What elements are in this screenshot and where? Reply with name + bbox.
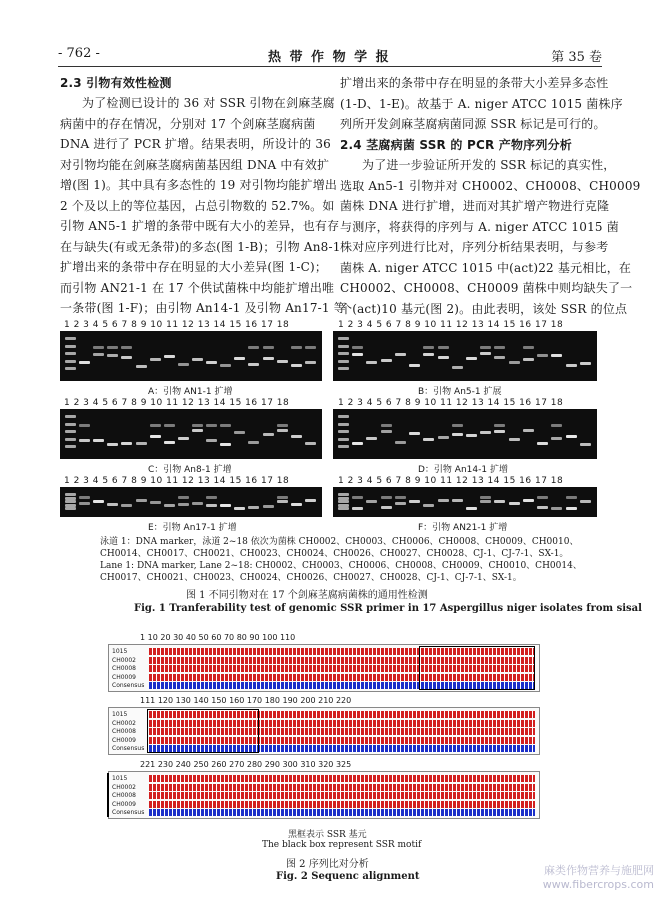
pcr-band [277, 500, 288, 503]
pcr-band [551, 424, 562, 427]
sequence-name: CH0009 [112, 673, 136, 681]
ssr-motif-box [147, 709, 259, 753]
pcr-band [438, 499, 449, 502]
pcr-band [164, 441, 175, 444]
text-line: 扩增出来的条带中存在明显的条带大小差异多态性 [340, 76, 609, 90]
pcr-band [150, 358, 161, 361]
pcr-band [164, 424, 175, 427]
pcr-band [480, 346, 491, 349]
marker-band [338, 430, 349, 433]
sequence-row [149, 809, 535, 816]
pcr-band [395, 441, 406, 444]
pcr-band [480, 431, 491, 434]
pcr-band [537, 506, 548, 509]
pcr-band [277, 360, 288, 363]
journal-title: 热 带 作 物 学 报 [268, 50, 391, 65]
alignment-block-3 [108, 771, 540, 819]
pcr-band [206, 439, 217, 442]
marker-band [65, 423, 76, 426]
pcr-band [234, 357, 245, 360]
text-line: 在与缺失(有或无条带)的多态(图 1-B)；引物 An8-1 [60, 239, 341, 254]
pcr-band [366, 437, 377, 440]
text-line: 扩增出来的条带中存在明显的大小差异(图 1-C)； [60, 260, 328, 274]
pcr-band [494, 424, 505, 427]
pcr-band [381, 424, 392, 427]
marker-band [65, 507, 76, 510]
pcr-band [381, 430, 392, 433]
pcr-band [566, 364, 577, 367]
pcr-band [107, 346, 118, 349]
pcr-band [452, 366, 463, 369]
sequence-name: 1015 [112, 775, 128, 782]
pcr-band [291, 346, 302, 349]
text-line: 为了进一步验证所开发的 SSR 标记的真实性， [362, 158, 616, 172]
pcr-band [352, 496, 363, 499]
pcr-band [277, 424, 288, 427]
marker-band [65, 504, 76, 507]
alignment-block-1 [108, 644, 540, 692]
pcr-band [192, 358, 203, 361]
pcr-band [79, 439, 90, 442]
marker-band [65, 430, 76, 433]
pcr-band [480, 500, 491, 503]
pcr-band [352, 346, 363, 349]
section-heading-2-3: 2.3 引物有效性检测 [60, 76, 172, 90]
pcr-band [121, 346, 132, 349]
pcr-band [206, 424, 217, 427]
text-line: 2 个及以上的等位基因，占总引物数的 52.7%。如 [60, 198, 335, 213]
fig1-legend-en-cont: CH0017、CH0021、CH0023、CH0024、CH0026、CH0027、CH0028、CJ-1、CJ-7-1、SX-1。 [100, 573, 522, 583]
gel-caption-c: C：引物 An8-1 扩增 [148, 465, 232, 475]
pcr-band [192, 502, 203, 505]
lane-numbers: 1 2 3 4 5 6 7 8 9 10 11 12 13 14 15 16 17 18 [64, 476, 290, 486]
text-line: 增(图 1)。其中具有多态性的 19 对引物均能扩增出 [60, 178, 338, 192]
pcr-band [509, 361, 520, 364]
marker-band [338, 500, 349, 503]
pcr-band [423, 438, 434, 441]
pcr-band [121, 356, 132, 359]
lane-numbers: 1 2 3 4 5 6 7 8 9 10 11 12 13 14 15 16 17 18 [338, 320, 564, 330]
text-line: 列所开发剑麻茎腐病菌同源 SSR 标记是可行的。 [340, 117, 606, 131]
marker-band [338, 415, 349, 418]
pcr-band [93, 439, 104, 442]
sequence-name: Consensus [112, 745, 145, 752]
pcr-band [93, 346, 104, 349]
pcr-band [366, 500, 377, 503]
watermark [543, 864, 654, 892]
pcr-band [509, 438, 520, 441]
gel-panel-e [60, 487, 322, 517]
pcr-band [263, 433, 274, 436]
pcr-band [466, 434, 477, 437]
marker-band [338, 360, 349, 363]
pcr-band [523, 358, 534, 361]
pcr-band [409, 432, 420, 435]
pcr-band [381, 359, 392, 362]
sequence-row [149, 792, 535, 799]
pcr-band [305, 499, 316, 502]
pcr-band [220, 364, 231, 367]
pcr-band [566, 496, 577, 499]
text-line: DNA 进行了 PCR 扩增。结果表明，所设计的 36 [60, 137, 332, 151]
pcr-band [438, 436, 449, 439]
pcr-band [523, 499, 534, 502]
pcr-band [466, 507, 477, 510]
marker-band [338, 423, 349, 426]
marker-band [338, 367, 349, 370]
sequence-name: CH0009 [112, 736, 136, 744]
marker-band [65, 360, 76, 363]
text-line: 引物 AN5-1 扩增的条带中既有大小的差异，也有存 [60, 219, 340, 233]
pcr-band [206, 504, 217, 507]
volume-label: 第 35 卷 [551, 50, 602, 65]
pcr-band [263, 346, 274, 349]
marker-band [65, 445, 76, 448]
gel-panel-f [333, 487, 597, 517]
fig1-legend-en: Lane 1: DNA marker, Lane 2~18: CH0002、CH0003、CH0006、CH0008、CH0009、CH0010、CH0014、 [100, 561, 582, 571]
pcr-band [220, 424, 231, 427]
pcr-band [192, 429, 203, 432]
pcr-band [79, 496, 90, 499]
text-line: 株对应序列进行比对，序列分析结果表明，与参考 [340, 240, 609, 254]
pcr-band [423, 504, 434, 507]
text-line: 菌株 A. niger ATCC 1015 中(act)22 基元相比，在 [340, 260, 632, 275]
ssr-motif-box [419, 646, 535, 690]
watermark-line-1: 麻类作物营养与施肥网 [544, 864, 654, 877]
pcr-band [452, 424, 463, 427]
sequence-name: Consensus [112, 809, 145, 816]
pcr-band [107, 443, 118, 446]
pcr-band [107, 503, 118, 506]
gel-panel-c [60, 409, 322, 459]
pcr-band [395, 502, 406, 505]
sequence-name: CH0002 [112, 719, 136, 727]
page-header [58, 44, 602, 67]
marker-band [65, 352, 76, 355]
pcr-band [277, 429, 288, 432]
alignment-block-2 [108, 707, 540, 755]
pcr-band [277, 496, 288, 499]
marker-band [65, 345, 76, 348]
pcr-band [381, 496, 392, 499]
sequence-name: CH0002 [112, 656, 136, 664]
text-line: 个(act)10 基元(图 2)。由此表明，该处 SSR 的位点 [340, 301, 628, 316]
pcr-band [178, 496, 189, 499]
pcr-band [395, 496, 406, 499]
sequence-name: CH0008 [112, 728, 136, 735]
text-line: 而引物 AN21-1 在 17 个供试菌株中均能扩增出唯 [60, 280, 335, 295]
fig1-title-cn: 图 1 不同引物对在 17 个剑麻茎腐病菌株的通用性检测 [186, 590, 428, 601]
pcr-band [537, 354, 548, 357]
text-line: CH0002、CH0008、CH0009 菌株中则均缺失了一 [340, 281, 633, 295]
sequence-row [149, 784, 535, 791]
gel-panel-a [60, 331, 322, 381]
text-line: 与测序，将获得的序列与 A. niger ATCC 1015 菌 [340, 219, 619, 234]
page-number: - 762 - [58, 46, 100, 61]
pcr-band [352, 507, 363, 510]
pcr-band [452, 499, 463, 502]
pcr-band [206, 496, 217, 499]
pcr-band [366, 361, 377, 364]
pcr-band [438, 356, 449, 359]
pcr-band [136, 442, 147, 445]
pcr-band [248, 346, 259, 349]
pcr-band [580, 500, 591, 503]
text-line: 一条带(图 1-F)；由引物 An14-1 及引物 An17-1 等 [60, 301, 346, 315]
pcr-band [220, 443, 231, 446]
marker-band [65, 415, 76, 418]
pcr-band [509, 502, 520, 505]
pcr-band [164, 355, 175, 358]
pcr-band [136, 499, 147, 502]
pcr-band [494, 430, 505, 433]
pcr-band [466, 357, 477, 360]
sequence-name: CH0008 [112, 792, 136, 799]
pcr-band [234, 431, 245, 434]
sequence-row [149, 801, 535, 808]
gel-panel-b [333, 331, 597, 381]
pcr-band [452, 433, 463, 436]
pcr-band [93, 353, 104, 356]
pcr-band [248, 363, 259, 366]
gel-caption-b: B：引物 An5-1 扩展 [418, 387, 502, 397]
pcr-band [178, 437, 189, 440]
pcr-band [305, 361, 316, 364]
gel-panel-d [333, 409, 597, 459]
pcr-band [537, 442, 548, 445]
pcr-band [494, 356, 505, 359]
pcr-band [566, 435, 577, 438]
marker-band [65, 493, 76, 496]
sequence-name: CH0008 [112, 665, 136, 672]
text-line: (1-D、1-E)。故基于 A. niger ATCC 1015 菌株序 [340, 96, 623, 111]
sequence-row [149, 775, 535, 782]
fig2-title-cn: 图 2 序列比对分析 [286, 859, 369, 870]
pcr-band [580, 362, 591, 365]
lane-numbers: 1 2 3 4 5 6 7 8 9 10 11 12 13 14 15 16 17 18 [64, 398, 290, 408]
pcr-band [537, 496, 548, 499]
pcr-band [263, 357, 274, 360]
fig1-legend-cn: 泳道 1：DNA marker，泳道 2~18 依次为菌株 CH0002、CH0003、CH0006、CH0008、CH0009、CH0010、 [100, 537, 579, 547]
pcr-band [150, 501, 161, 504]
marker-band [338, 493, 349, 496]
marker-band [338, 445, 349, 448]
pcr-band [395, 353, 406, 356]
pcr-band [291, 364, 302, 367]
pcr-band [263, 505, 274, 508]
marker-band [338, 507, 349, 510]
text-line: 菌株 DNA 进行扩增，进而对其扩增产物进行克隆 [340, 199, 610, 213]
marker-band [338, 438, 349, 441]
marker-band [338, 337, 349, 340]
gel-caption-f: F：引物 AN21-1 扩增 [418, 523, 508, 533]
pcr-band [121, 442, 132, 445]
pcr-band [480, 496, 491, 499]
pcr-band [192, 424, 203, 427]
pcr-band [248, 441, 259, 444]
ssr-motif-box [107, 773, 109, 817]
sequence-name: CH0002 [112, 783, 136, 791]
pcr-band [291, 503, 302, 506]
pcr-band [409, 364, 420, 367]
alignment-ruler-1: 1 10 20 30 40 50 60 70 80 90 100 110 [140, 633, 296, 642]
lane-numbers: 1 2 3 4 5 6 7 8 9 10 11 12 13 14 15 16 17 18 [338, 398, 564, 408]
pcr-band [248, 506, 259, 509]
sequence-name: Consensus [112, 682, 145, 689]
pcr-band [291, 435, 302, 438]
pcr-band [381, 506, 392, 509]
pcr-band [409, 500, 420, 503]
section-heading-2-4: 2.4 茎腐病菌 SSR 的 PCR 产物序列分析 [340, 137, 572, 152]
pcr-band [352, 353, 363, 356]
pcr-band [79, 502, 90, 505]
sequence-name: CH0009 [112, 800, 136, 808]
pcr-band [178, 503, 189, 506]
pcr-band [305, 442, 316, 445]
pcr-band [206, 361, 217, 364]
marker-band [338, 345, 349, 348]
pcr-band [551, 354, 562, 357]
pcr-band [150, 435, 161, 438]
pcr-band [93, 500, 104, 503]
pcr-band [494, 500, 505, 503]
sequence-name: 1015 [112, 648, 128, 655]
sequence-name: 1015 [112, 711, 128, 718]
pcr-band [220, 504, 231, 507]
pcr-band [480, 352, 491, 355]
fig1-legend-cn-cont: CH0014、CH0017、CH0021、CH0023、CH0024、CH0026、CH0027、CH0028、CJ-1、CJ-7-1、SX-1。 [100, 549, 569, 559]
marker-band [338, 352, 349, 355]
pcr-band [107, 354, 118, 357]
pcr-band [352, 442, 363, 445]
pcr-band [423, 346, 434, 349]
pcr-band [494, 346, 505, 349]
pcr-band [79, 361, 90, 364]
pcr-band [580, 443, 591, 446]
text-line: 病菌中的存在情况，分别对 17 个剑麻茎腐病菌 [60, 116, 316, 131]
fig1-title-en: Fig. 1 Tranferability test of genomic SSR primer in 17 Aspergillus niger isolates from sisal [134, 603, 642, 614]
marker-band [338, 497, 349, 500]
pcr-band [79, 424, 90, 427]
pcr-band [305, 346, 316, 349]
text-line: 选取 An5-1 引物并对 CH0002、CH0008、CH0009 [340, 178, 641, 193]
alignment-note-cn: 黑框表示 SSR 基元 [288, 830, 367, 840]
pcr-band [150, 424, 161, 427]
alignment-ruler-3: 221 230 240 250 260 270 280 290 300 310 320 325 [140, 760, 352, 769]
text-line: 为了检测已设计的 36 对 SSR 引物在剑麻茎腐 [82, 96, 335, 110]
pcr-band [551, 507, 562, 510]
marker-band [65, 500, 76, 503]
pcr-band [136, 365, 147, 368]
pcr-band [178, 363, 189, 366]
gel-caption-e: E：引物 An17-1 扩增 [148, 523, 237, 533]
watermark-line-2: www.fibercrops.com [542, 878, 654, 891]
alignment-note-en: The black box represent SSR motif [262, 840, 422, 850]
lane-numbers: 1 2 3 4 5 6 7 8 9 10 11 12 13 14 15 16 17 18 [338, 476, 564, 486]
lane-numbers: 1 2 3 4 5 6 7 8 9 10 11 12 13 14 15 16 17 18 [64, 320, 290, 330]
pcr-band [523, 429, 534, 432]
fig2-title-en: Fig. 2 Sequenc alignment [276, 871, 420, 882]
marker-band [65, 367, 76, 370]
pcr-band [523, 346, 534, 349]
marker-band [65, 337, 76, 340]
pcr-band [423, 353, 434, 356]
pcr-band [566, 507, 577, 510]
gel-caption-a: A：引物 AN1-1 扩增 [148, 387, 233, 397]
pcr-band [438, 346, 449, 349]
pcr-band [164, 504, 175, 507]
marker-band [65, 497, 76, 500]
text-line: 对引物均能在剑麻茎腐病菌基因组 DNA 中有效扩 [60, 157, 330, 172]
marker-band [65, 438, 76, 441]
pcr-band [121, 504, 132, 507]
pcr-band [551, 437, 562, 440]
alignment-ruler-2: 111 120 130 140 150 160 170 180 190 200 210 220 [140, 696, 352, 705]
pcr-band [234, 507, 245, 510]
gel-caption-d: D：引物 An14-1 扩增 [418, 465, 508, 475]
marker-band [338, 504, 349, 507]
